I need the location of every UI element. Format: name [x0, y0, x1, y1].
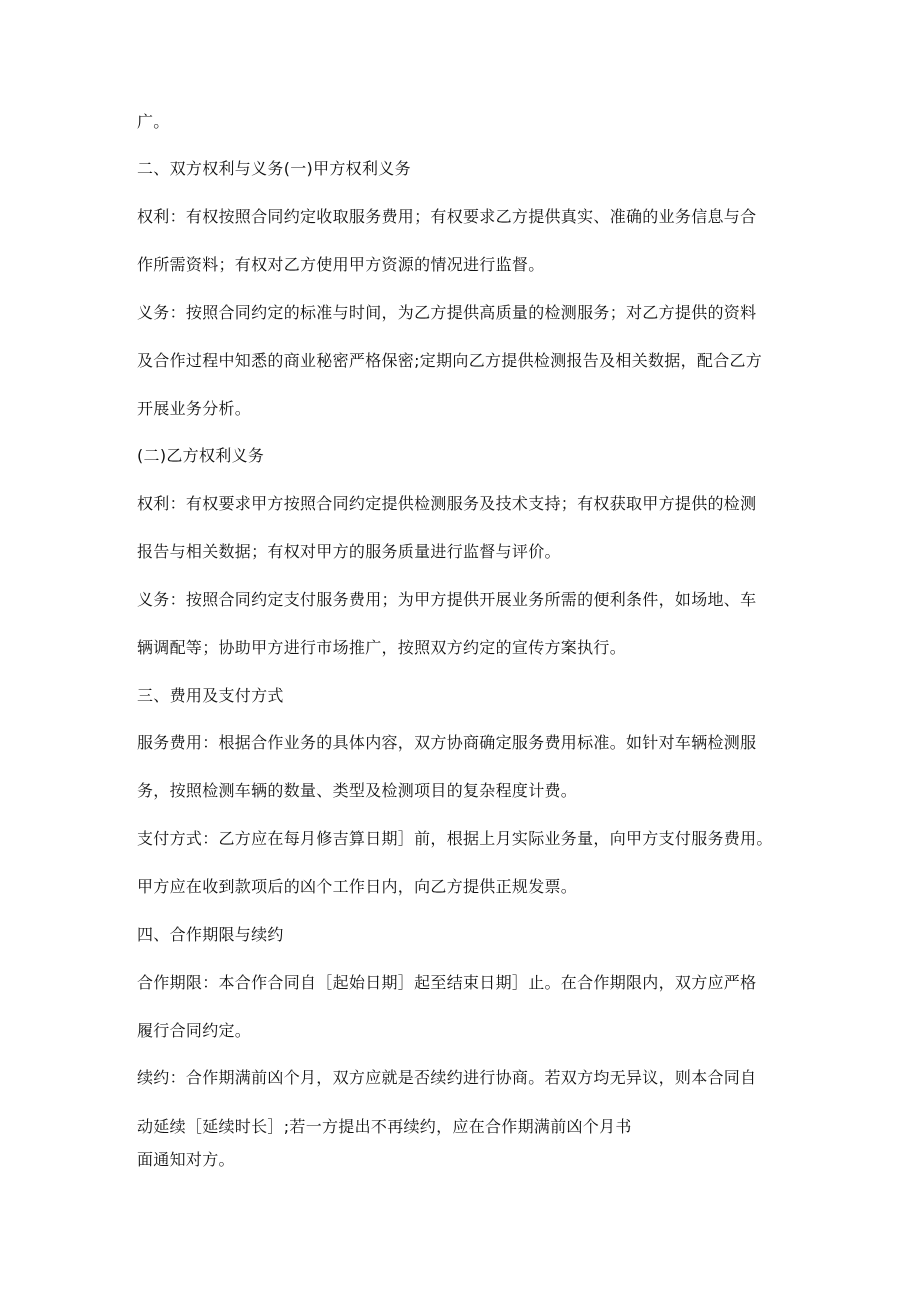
section-heading: 四、合作期限与续约 — [137, 925, 284, 944]
text-line: 作所需资料；有权对乙方使用甲方资源的情况进行监督。 — [137, 255, 545, 274]
text-line: 务，按照检测车辆的数量、类型及检测项目的复杂程度计费。 — [137, 781, 578, 800]
text-line: 履行合同约定。 — [137, 1021, 252, 1040]
text-line: 合作期限：本合作合同自［起始日期］起至结束日期］止。在合作期限内，双方应严格 — [137, 973, 757, 992]
section-heading: (二)乙方权利义务 — [137, 446, 265, 465]
text-line: 面通知对方。 — [137, 1150, 235, 1169]
section-heading: 三、费用及支付方式 — [137, 686, 284, 705]
text-line: 义务：按照合同约定支付服务费用；为甲方提供开展业务所需的便利条件，如场地、车 — [137, 590, 757, 609]
text-line: 报告与相关数据；有权对甲方的服务质量进行监督与评价。 — [137, 542, 561, 561]
text-line: 权利：有权按照合同约定收取服务费用；有权要求乙方提供真实、准确的业务信息与合 — [137, 207, 757, 226]
text-line: 权利：有权要求甲方按照合同约定提供检测服务及技术支持；有权获取甲方提供的检测 — [137, 494, 757, 513]
text-line: 及合作过程中知悉的商业秘密严格保密;定期向乙方提供检测报告及相关数据，配合乙方 — [137, 351, 763, 370]
text-line: 支付方式：乙方应在每月修吉算日期］前，根据上月实际业务量，向甲方支付服务费用。 — [137, 829, 773, 848]
section-heading: 二、双方权利与义务(一)甲方权利义务 — [137, 159, 411, 178]
text-line: 动延续［延续时长］;若一方提出不再续约，应在合作期满前凶个月书 — [137, 1117, 632, 1136]
text-line: 广。 — [137, 112, 170, 131]
text-line: 服务费用：根据合作业务的具体内容，双方协商确定服务费用标准。如针对车辆检测服 — [137, 733, 757, 752]
text-line: 续约：合作期满前凶个月，双方应就是否续约进行协商。若双方均无异议，则本合同自 — [137, 1068, 757, 1087]
text-line: 辆调配等；协助甲方进行市场推广，按照双方约定的宣传方案执行。 — [137, 638, 627, 657]
text-line: 甲方应在收到款项后的凶个工作日内，向乙方提供正规发票。 — [137, 877, 578, 896]
text-line: 义务：按照合同约定的标准与时间，为乙方提供高质量的检测服务；对乙方提供的资料 — [137, 303, 757, 322]
text-line: 开展业务分析。 — [137, 399, 252, 418]
